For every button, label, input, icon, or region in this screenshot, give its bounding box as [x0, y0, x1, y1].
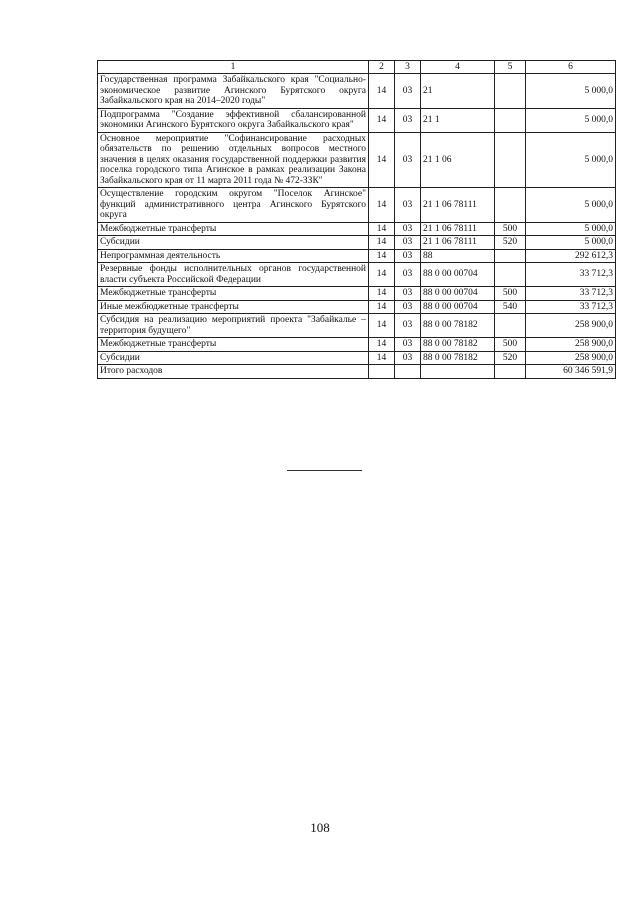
row-target-code: 88 0 00 00704 [421, 300, 495, 314]
row-name: Межбюджетные трансферты [98, 338, 369, 352]
header-row [98, 61, 616, 74]
row-subsection: 03 [395, 314, 421, 338]
row-target-code: 88 0 00 00704 [421, 287, 495, 301]
row-name: Иные межбюджетные трансферты [98, 300, 369, 314]
row-expense-type [495, 249, 526, 263]
expenditure-table [97, 60, 616, 379]
row-subsection: 03 [395, 132, 421, 188]
row-amount: 33 712,3 [526, 287, 616, 301]
row-subsection: 03 [395, 108, 421, 132]
row-section: 14 [369, 74, 395, 109]
table-row [98, 351, 616, 365]
total-empty-cell [395, 365, 421, 379]
row-amount: 5 000,0 [526, 108, 616, 132]
row-name: Государственная программа Забайкальского края "Социально-экономическое развитие Агинского Бурятского округа Забайкальского края на 2014–2020 годы" [98, 74, 369, 109]
total-empty-cell [421, 365, 495, 379]
row-name: Межбюджетные трансферты [98, 222, 369, 236]
row-expense-type: 500 [495, 222, 526, 236]
row-target-code: 21 1 06 [421, 132, 495, 188]
row-expense-type [495, 263, 526, 287]
row-section: 14 [369, 222, 395, 236]
row-name: Основное мероприятие "Софинансирование расходных обязательств по решению отдельных вопросов местного значения в целях оказания государственной поддержки развития поселка городского типа Агинское в рамках реализации Закона Забайкальского края от 11 марта 2011 года № 472-ЗЗК" [98, 132, 369, 188]
row-expense-type [495, 108, 526, 132]
row-amount: 258 900,0 [526, 338, 616, 352]
row-subsection: 03 [395, 188, 421, 223]
page-number: 108 [310, 820, 330, 835]
row-subsection: 03 [395, 74, 421, 109]
table-row [98, 314, 616, 338]
total-row [98, 365, 616, 379]
total-empty-cell [495, 365, 526, 379]
table-row [98, 236, 616, 250]
table-row [98, 287, 616, 301]
row-expense-type: 500 [495, 287, 526, 301]
row-expense-type: 540 [495, 300, 526, 314]
row-name: Осуществление городским округом "Поселок Агинское" функций административного центра Агинского Бурятского округа [98, 188, 369, 223]
row-amount: 5 000,0 [526, 222, 616, 236]
row-subsection: 03 [395, 338, 421, 352]
row-expense-type: 520 [495, 236, 526, 250]
row-section: 14 [369, 338, 395, 352]
total-label: Итого расходов [98, 365, 369, 379]
row-amount: 33 712,3 [526, 263, 616, 287]
row-name: Субсидия на реализацию мероприятий проекта "Забайкалье – территория будущего" [98, 314, 369, 338]
table-row [98, 338, 616, 352]
row-amount: 5 000,0 [526, 236, 616, 250]
row-section: 14 [369, 236, 395, 250]
table-row [98, 74, 616, 109]
row-expense-type [495, 132, 526, 188]
table-row [98, 188, 616, 223]
header-col-5: 5 [495, 61, 526, 74]
row-amount: 258 900,0 [526, 314, 616, 338]
row-target-code: 21 1 06 78111 [421, 222, 495, 236]
header-col-1: 1 [98, 61, 369, 74]
table-row [98, 249, 616, 263]
row-section: 14 [369, 300, 395, 314]
row-target-code: 88 0 00 78182 [421, 314, 495, 338]
row-amount: 33 712,3 [526, 300, 616, 314]
row-amount: 5 000,0 [526, 132, 616, 188]
row-target-code: 21 1 06 78111 [421, 188, 495, 223]
row-name: Подпрограмма "Создание эффективной сбалансированной экономики Агинского Бурятского округа Забайкальского края" [98, 108, 369, 132]
row-target-code: 21 [421, 74, 495, 109]
row-expense-type [495, 74, 526, 109]
row-expense-type: 520 [495, 351, 526, 365]
row-name: Субсидии [98, 236, 369, 250]
row-amount: 5 000,0 [526, 74, 616, 109]
row-section: 14 [369, 314, 395, 338]
row-target-code: 88 0 00 78182 [421, 351, 495, 365]
row-subsection: 03 [395, 300, 421, 314]
header-col-3: 3 [395, 61, 421, 74]
row-subsection: 03 [395, 249, 421, 263]
row-expense-type [495, 188, 526, 223]
row-target-code: 88 0 00 00704 [421, 263, 495, 287]
row-section: 14 [369, 132, 395, 188]
table-row [98, 132, 616, 188]
row-target-code: 21 1 [421, 108, 495, 132]
row-subsection: 03 [395, 351, 421, 365]
row-target-code: 21 1 06 78111 [421, 236, 495, 250]
row-section: 14 [369, 108, 395, 132]
total-amount: 60 346 591,9 [526, 365, 616, 379]
row-amount: 5 000,0 [526, 188, 616, 223]
row-section: 14 [369, 188, 395, 223]
row-section: 14 [369, 287, 395, 301]
table-row [98, 222, 616, 236]
row-name: Межбюджетные трансферты [98, 287, 369, 301]
row-target-code: 88 [421, 249, 495, 263]
header-col-2: 2 [369, 61, 395, 74]
row-name: Субсидии [98, 351, 369, 365]
row-amount: 258 900,0 [526, 351, 616, 365]
table-row [98, 263, 616, 287]
row-expense-type [495, 314, 526, 338]
end-divider-line [287, 470, 362, 471]
row-subsection: 03 [395, 222, 421, 236]
row-subsection: 03 [395, 287, 421, 301]
row-expense-type: 500 [495, 338, 526, 352]
row-subsection: 03 [395, 236, 421, 250]
header-col-6: 6 [526, 61, 616, 74]
total-empty-cell [369, 365, 395, 379]
header-col-4: 4 [421, 61, 495, 74]
table-row [98, 300, 616, 314]
row-section: 14 [369, 263, 395, 287]
row-amount: 292 612,3 [526, 249, 616, 263]
row-subsection: 03 [395, 263, 421, 287]
row-name: Непрограммная деятельность [98, 249, 369, 263]
row-name: Резервные фонды исполнительных органов государственной власти субъекта Российской Федерации [98, 263, 369, 287]
row-target-code: 88 0 00 78182 [421, 338, 495, 352]
table-row [98, 108, 616, 132]
row-section: 14 [369, 351, 395, 365]
row-section: 14 [369, 249, 395, 263]
